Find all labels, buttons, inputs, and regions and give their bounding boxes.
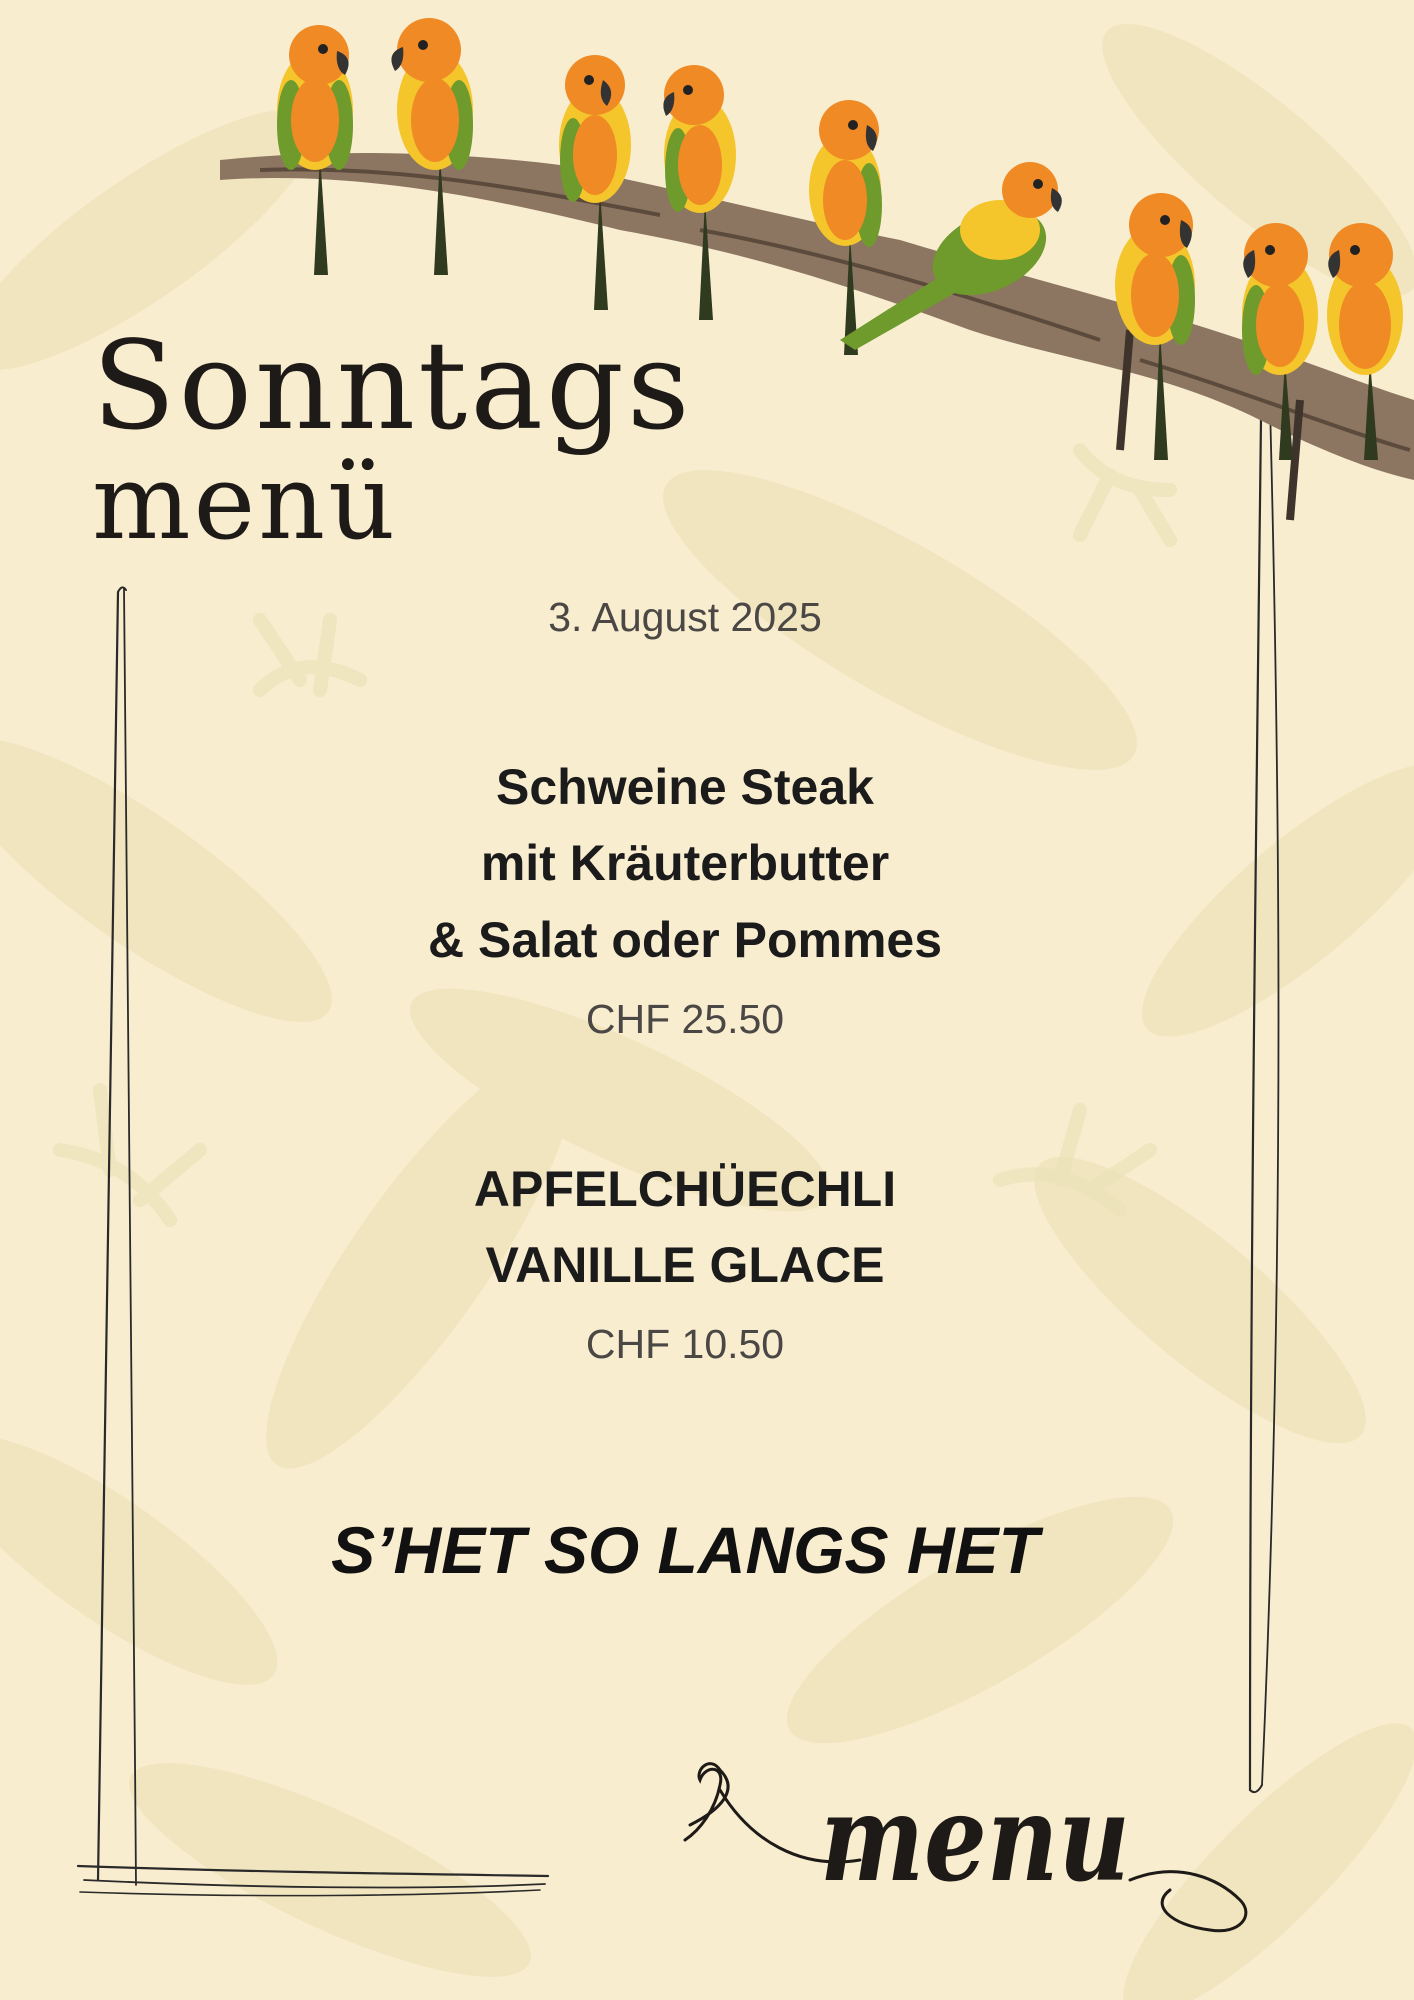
- dish-1-line-3: & Salat oder Pommes: [427, 912, 943, 968]
- parrot-5: [809, 100, 882, 355]
- parrot-7: [1115, 193, 1195, 460]
- parrot-4: [663, 65, 736, 320]
- dish-1-price: CHF 25.50: [585, 996, 785, 1042]
- dish-1-line-2: mit Kräuterbutter: [480, 835, 890, 891]
- script-menu-flourish: [680, 1730, 1260, 1960]
- dish-1-line-1: Schweine Steak: [496, 759, 874, 815]
- parrot-3: [559, 55, 631, 310]
- script-word-menu: menu: [820, 1768, 1130, 1909]
- menu-title-line-2: menü: [92, 441, 399, 563]
- slogan: S’HET SO LANGS HET: [331, 1513, 1039, 1587]
- menu-title-line-1: Sonntags: [92, 315, 693, 457]
- dish-2-line-1: APFELCHÜECHLI: [473, 1161, 897, 1217]
- dish-2-line-2: VANILLE GLACE: [485, 1237, 885, 1293]
- menu-date: 3. August 2025: [548, 594, 822, 640]
- parrot-1: [277, 25, 353, 275]
- dish-2-price: CHF 10.50: [585, 1321, 785, 1367]
- parrot-2: [391, 18, 473, 275]
